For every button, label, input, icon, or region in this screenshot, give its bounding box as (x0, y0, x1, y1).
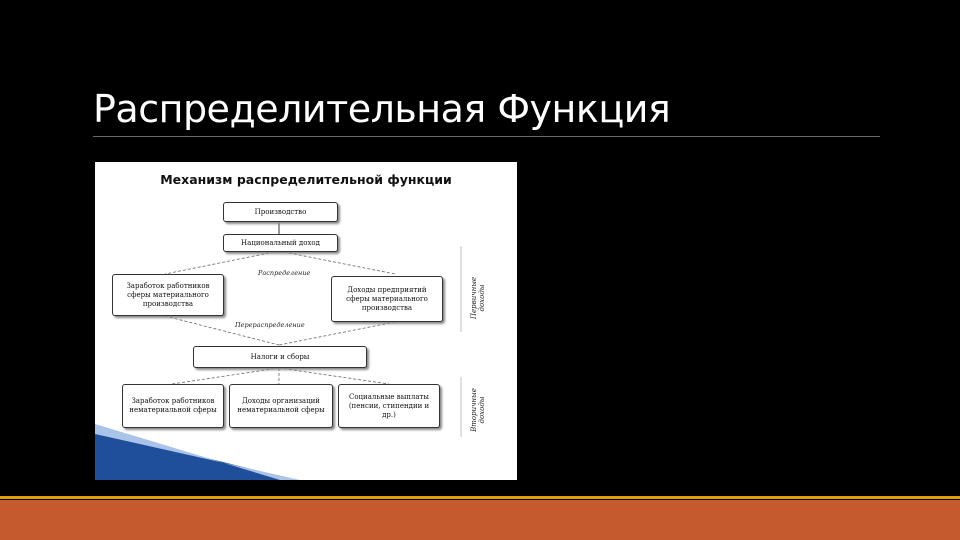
dashed-line (279, 368, 389, 384)
dashed-line (172, 368, 279, 384)
accent-line (0, 496, 960, 499)
diagram-image (95, 162, 517, 480)
note-redistribution: Перераспределение (235, 321, 305, 329)
note-distribution: Распределение (258, 269, 311, 277)
box-wages-nonmaterial: Заработок работников нематериальной сферы (122, 384, 224, 428)
side-label-secondary: Вторичные доходы (470, 388, 486, 432)
footer-band (0, 500, 960, 540)
box-wages-material: Заработок работников сферы материального производства (112, 274, 224, 316)
side-label-primary: Первичные доходы (470, 276, 486, 320)
title-divider (93, 136, 880, 137)
box-taxes: Налоги и сборы (193, 346, 367, 368)
box-production: Производство (223, 202, 338, 222)
diagram-title: Механизм распределительной функции (160, 172, 452, 187)
box-social-payments: Социальные выплаты (пенсии, стипендии и др.) (338, 384, 440, 428)
box-org-income: Доходы организаций нематериальной сферы (229, 384, 333, 428)
slide-title: Распределительная Функция (93, 87, 671, 131)
box-enterprise-income: Доходы предприятий сферы материального производства (331, 276, 443, 322)
box-national-income: Национальный доход (223, 234, 338, 252)
